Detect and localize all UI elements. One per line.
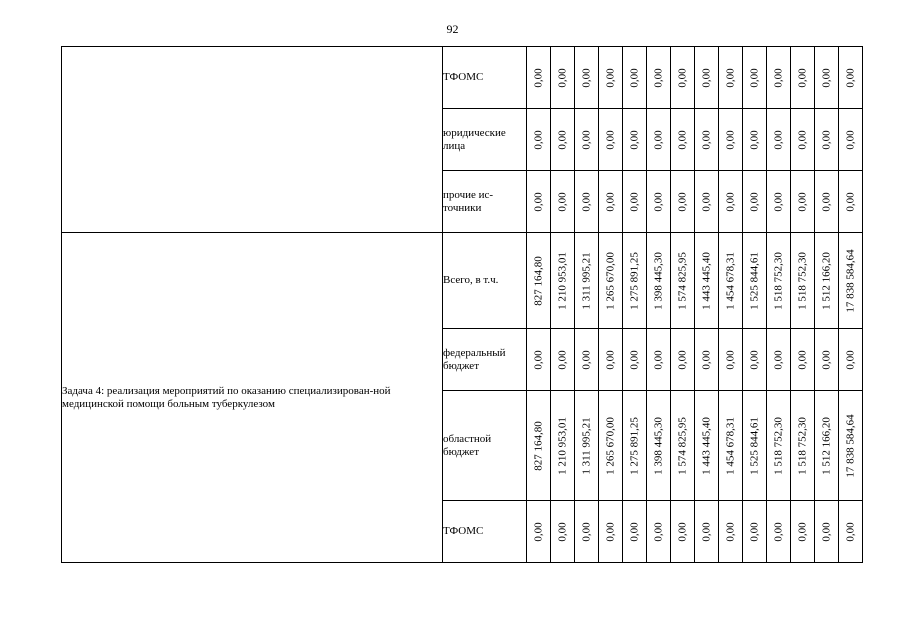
- value-text: 1 518 752,30: [796, 416, 808, 475]
- value-text: 0,00: [604, 191, 616, 212]
- value-text: 1 574 825,95: [676, 251, 688, 310]
- value-cell: [815, 171, 839, 233]
- value-text: 0,00: [652, 521, 664, 542]
- value-text: 0,00: [580, 67, 592, 88]
- value-text: 17 838 584,64: [844, 413, 856, 478]
- value-text: 0,00: [628, 129, 640, 150]
- value-cell: [527, 109, 551, 171]
- value-cell: [599, 391, 623, 501]
- value-text: 1 398 445,30: [652, 251, 664, 310]
- value-text: 0,00: [676, 521, 688, 542]
- value-cell: [719, 391, 743, 501]
- value-cell: [767, 329, 791, 391]
- value-cell: [671, 233, 695, 329]
- value-text: 0,00: [724, 349, 736, 370]
- value-cell: [791, 501, 815, 563]
- value-cell: [551, 109, 575, 171]
- value-cell: [719, 233, 743, 329]
- value-text: 0,00: [628, 349, 640, 370]
- value-cell: [743, 501, 767, 563]
- funding-source-cell: федеральный бюджет: [443, 329, 527, 391]
- value-text: 0,00: [820, 67, 832, 88]
- value-text: 1 454 678,31: [724, 416, 736, 475]
- value-text: 1 443 445,40: [700, 416, 712, 475]
- value-text: 0,00: [628, 67, 640, 88]
- value-cell: [671, 47, 695, 109]
- value-cell: [527, 171, 551, 233]
- value-text: 0,00: [652, 349, 664, 370]
- value-text: 0,00: [532, 521, 544, 542]
- value-text: 1 512 166,20: [820, 416, 832, 475]
- value-cell: [623, 329, 647, 391]
- value-text: 1 398 445,30: [652, 416, 664, 475]
- value-cell: [527, 501, 551, 563]
- funding-source-cell: прочие ис-точники: [443, 171, 527, 233]
- page-number: 92: [446, 22, 459, 36]
- value-text: 1 525 844,61: [748, 416, 760, 475]
- value-cell: [599, 171, 623, 233]
- value-text: 1 574 825,95: [676, 416, 688, 475]
- value-text: 1 275 891,25: [628, 416, 640, 475]
- value-text: 0,00: [748, 191, 760, 212]
- value-cell: [551, 329, 575, 391]
- table-row: [62, 233, 863, 329]
- value-cell: [767, 501, 791, 563]
- value-cell: [551, 391, 575, 501]
- value-cell: [815, 109, 839, 171]
- value-cell: [575, 391, 599, 501]
- value-text: 1 512 166,20: [820, 251, 832, 310]
- value-text: 0,00: [604, 129, 616, 150]
- value-text: 0,00: [652, 67, 664, 88]
- value-cell: [695, 391, 719, 501]
- value-cell: [647, 109, 671, 171]
- value-cell: [695, 47, 719, 109]
- funding-source-cell: Всего, в т.ч.: [443, 233, 527, 329]
- value-text: 0,00: [628, 191, 640, 212]
- value-cell: [743, 329, 767, 391]
- value-cell: [839, 391, 863, 501]
- value-cell: [575, 171, 599, 233]
- value-cell: [839, 501, 863, 563]
- value-cell: [671, 171, 695, 233]
- value-cell: [623, 109, 647, 171]
- value-text: 0,00: [844, 191, 856, 212]
- value-cell: [551, 171, 575, 233]
- value-text: 0,00: [556, 129, 568, 150]
- value-cell: [575, 109, 599, 171]
- value-cell: [767, 233, 791, 329]
- value-text: 0,00: [676, 191, 688, 212]
- value-text: 0,00: [796, 129, 808, 150]
- funding-source-cell: областной бюджет: [443, 391, 527, 501]
- value-text: 1 311 995,21: [580, 251, 592, 310]
- value-text: 0,00: [676, 129, 688, 150]
- value-cell: [575, 329, 599, 391]
- value-cell: [815, 47, 839, 109]
- value-cell: [527, 329, 551, 391]
- value-text: 0,00: [748, 521, 760, 542]
- value-cell: [767, 391, 791, 501]
- value-text: 0,00: [556, 67, 568, 88]
- value-cell: [623, 171, 647, 233]
- value-cell: [623, 47, 647, 109]
- value-text: 1 210 953,01: [556, 416, 568, 475]
- value-cell: [623, 233, 647, 329]
- value-text: 0,00: [844, 349, 856, 370]
- value-text: 0,00: [844, 129, 856, 150]
- value-text: 0,00: [844, 521, 856, 542]
- value-text: 1 210 953,01: [556, 251, 568, 310]
- value-cell: [599, 501, 623, 563]
- value-text: 0,00: [844, 67, 856, 88]
- value-cell: [839, 171, 863, 233]
- value-text: 827 164,80: [532, 420, 544, 471]
- value-cell: [743, 233, 767, 329]
- value-cell: [527, 391, 551, 501]
- value-text: 1 518 752,30: [796, 251, 808, 310]
- value-text: 0,00: [556, 521, 568, 542]
- value-text: 0,00: [628, 521, 640, 542]
- value-cell: [647, 47, 671, 109]
- value-text: 1 518 752,30: [772, 251, 784, 310]
- value-cell: [575, 501, 599, 563]
- value-text: 827 164,80: [532, 255, 544, 306]
- value-text: 0,00: [820, 129, 832, 150]
- value-cell: [791, 391, 815, 501]
- value-text: 0,00: [580, 129, 592, 150]
- value-text: 0,00: [772, 191, 784, 212]
- value-text: 0,00: [820, 521, 832, 542]
- value-text: 0,00: [700, 521, 712, 542]
- value-text: 0,00: [820, 349, 832, 370]
- value-text: 0,00: [796, 349, 808, 370]
- value-cell: [791, 233, 815, 329]
- value-cell: [527, 233, 551, 329]
- value-text: 0,00: [700, 191, 712, 212]
- value-cell: [647, 171, 671, 233]
- budget-table: [61, 46, 863, 563]
- value-text: 0,00: [532, 191, 544, 212]
- value-cell: [551, 47, 575, 109]
- value-text: 0,00: [796, 67, 808, 88]
- value-cell: [719, 109, 743, 171]
- value-cell: [839, 329, 863, 391]
- value-text: 1 518 752,30: [772, 416, 784, 475]
- value-text: 0,00: [676, 349, 688, 370]
- value-cell: [719, 47, 743, 109]
- value-cell: [695, 233, 719, 329]
- value-text: 0,00: [532, 129, 544, 150]
- value-cell: [575, 47, 599, 109]
- value-cell: [815, 233, 839, 329]
- value-cell: [671, 329, 695, 391]
- value-text: 1 265 670,00: [604, 251, 616, 310]
- value-cell: [791, 329, 815, 391]
- value-cell: [623, 501, 647, 563]
- value-text: 1 443 445,40: [700, 251, 712, 310]
- value-cell: [743, 47, 767, 109]
- value-cell: [767, 47, 791, 109]
- value-text: 0,00: [772, 521, 784, 542]
- value-text: 0,00: [724, 521, 736, 542]
- value-text: 0,00: [820, 191, 832, 212]
- value-cell: [599, 329, 623, 391]
- value-text: 0,00: [724, 129, 736, 150]
- value-text: 0,00: [748, 129, 760, 150]
- value-cell: [695, 171, 719, 233]
- value-text: 0,00: [580, 521, 592, 542]
- value-text: 0,00: [700, 349, 712, 370]
- value-cell: [767, 171, 791, 233]
- value-text: 0,00: [676, 67, 688, 88]
- value-cell: [647, 501, 671, 563]
- value-cell: [647, 391, 671, 501]
- value-cell: [599, 109, 623, 171]
- value-text: 1 265 670,00: [604, 416, 616, 475]
- value-text: 0,00: [796, 191, 808, 212]
- value-text: 1 275 891,25: [628, 251, 640, 310]
- value-text: 1 454 678,31: [724, 251, 736, 310]
- value-cell: [551, 233, 575, 329]
- value-cell: [815, 391, 839, 501]
- value-cell: [815, 501, 839, 563]
- value-cell: [647, 329, 671, 391]
- value-cell: [791, 109, 815, 171]
- table-row: [62, 47, 863, 109]
- value-cell: [695, 329, 719, 391]
- value-text: 0,00: [796, 521, 808, 542]
- value-text: 0,00: [532, 349, 544, 370]
- value-cell: [719, 171, 743, 233]
- value-cell: [527, 47, 551, 109]
- value-cell: [695, 109, 719, 171]
- value-cell: [671, 501, 695, 563]
- value-text: 0,00: [604, 349, 616, 370]
- value-cell: [623, 391, 647, 501]
- value-cell: [839, 233, 863, 329]
- value-text: 0,00: [772, 67, 784, 88]
- value-text: 0,00: [748, 349, 760, 370]
- value-text: 1 311 995,21: [580, 416, 592, 475]
- value-text: 0,00: [604, 521, 616, 542]
- value-cell: [815, 329, 839, 391]
- funding-source-cell: юридические лица: [443, 109, 527, 171]
- value-text: 0,00: [652, 191, 664, 212]
- value-cell: [575, 233, 599, 329]
- value-text: 17 838 584,64: [844, 248, 856, 313]
- value-text: 0,00: [748, 67, 760, 88]
- value-cell: [599, 47, 623, 109]
- value-cell: [791, 47, 815, 109]
- value-text: 0,00: [724, 67, 736, 88]
- value-text: 0,00: [532, 67, 544, 88]
- value-cell: [599, 233, 623, 329]
- value-text: 0,00: [556, 349, 568, 370]
- value-cell: [839, 109, 863, 171]
- value-cell: [791, 171, 815, 233]
- value-text: 1 525 844,61: [748, 251, 760, 310]
- value-text: 0,00: [700, 67, 712, 88]
- value-text: 0,00: [652, 129, 664, 150]
- value-cell: [719, 329, 743, 391]
- value-text: 0,00: [772, 349, 784, 370]
- value-text: 0,00: [700, 129, 712, 150]
- value-cell: [767, 109, 791, 171]
- funding-source-cell: ТФОМС: [443, 47, 527, 109]
- value-cell: [647, 233, 671, 329]
- value-text: 0,00: [556, 191, 568, 212]
- value-text: 0,00: [772, 129, 784, 150]
- value-cell: [671, 109, 695, 171]
- value-cell: [743, 391, 767, 501]
- value-cell: [743, 109, 767, 171]
- value-text: 0,00: [580, 349, 592, 370]
- value-cell: [839, 47, 863, 109]
- value-text: 0,00: [580, 191, 592, 212]
- task-cell: Задача 4: реализация мероприятий по оказанию специализирован-ной медицинской помощи больным туберкулезом: [62, 233, 443, 563]
- task-cell: [62, 47, 443, 233]
- value-text: 0,00: [724, 191, 736, 212]
- value-cell: [695, 501, 719, 563]
- value-cell: [719, 501, 743, 563]
- funding-source-cell: ТФОМС: [443, 501, 527, 563]
- value-cell: [551, 501, 575, 563]
- value-text: 0,00: [604, 67, 616, 88]
- value-cell: [743, 171, 767, 233]
- value-cell: [671, 391, 695, 501]
